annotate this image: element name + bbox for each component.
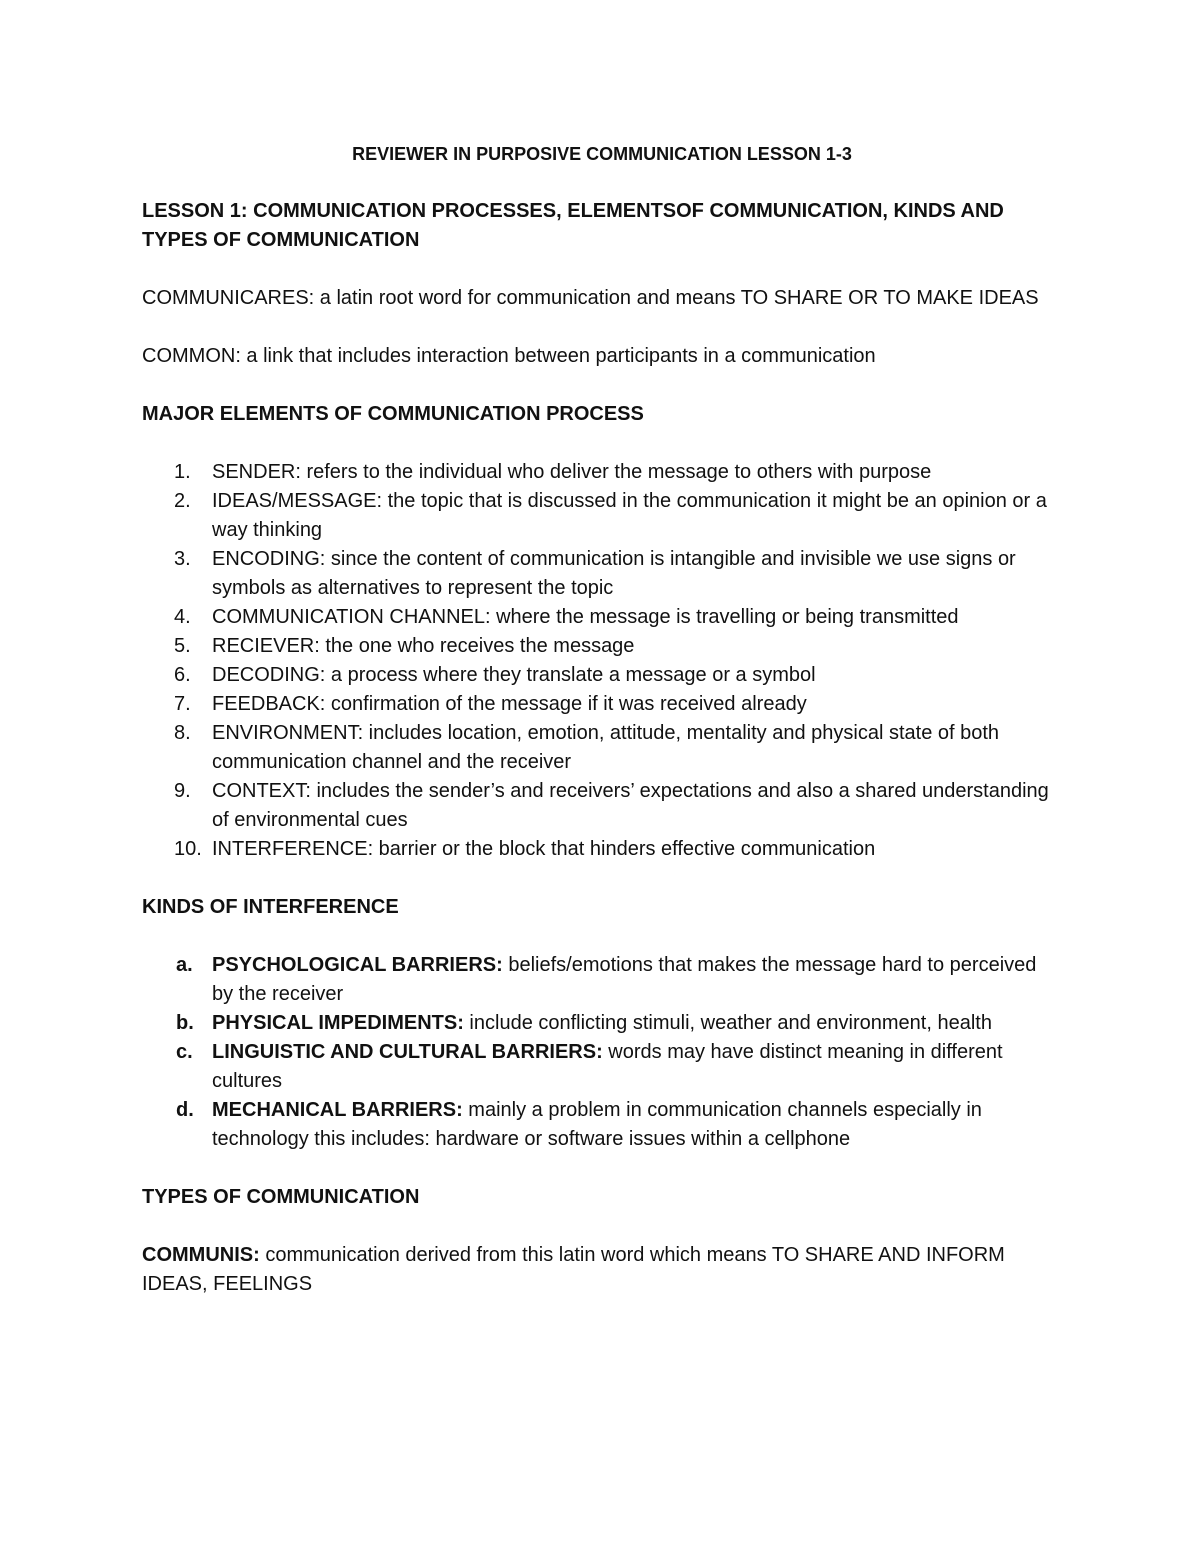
communis-term: COMMUNIS: bbox=[142, 1244, 260, 1266]
list-item bbox=[142, 690, 1062, 719]
major-elements-list bbox=[142, 458, 1062, 864]
list-item-text: SENDER: refers to the individual who deliver the message to others with purpose bbox=[212, 461, 932, 483]
list-number: 1. bbox=[174, 461, 191, 483]
list-item-text: FEEDBACK: confirmation of the message if it was received already bbox=[212, 693, 807, 715]
types-of-communication-heading: TYPES OF COMMUNICATION bbox=[142, 1186, 420, 1208]
list-item bbox=[142, 835, 1062, 864]
list-item bbox=[142, 777, 1062, 835]
major-elements-heading: MAJOR ELEMENTS OF COMMUNICATION PROCESS bbox=[142, 403, 644, 425]
list-item-text: ENCODING: since the content of communication is intangible and invisible we use signs or symbols as alternatives to represent the topic bbox=[212, 548, 1016, 599]
list-number: 7. bbox=[174, 693, 191, 715]
list-number: 3. bbox=[174, 548, 191, 570]
list-item-text: DECODING: a process where they translate a message or a symbol bbox=[212, 664, 816, 686]
list-item-text: INTERFERENCE: barrier or the block that hinders effective communication bbox=[212, 838, 876, 860]
list-item bbox=[142, 458, 1062, 487]
list-item bbox=[142, 632, 1062, 661]
list-item-text: CONTEXT: includes the sender’s and receivers’ expectations and also a shared understanding of environmental cues bbox=[212, 780, 1049, 831]
list-item-text: include conflicting stimuli, weather and environment, health bbox=[463, 1012, 992, 1034]
document-page bbox=[142, 140, 1062, 1328]
list-letter: c. bbox=[176, 1041, 193, 1063]
list-item bbox=[142, 603, 1062, 632]
communis-text: communication derived from this latin word which means TO SHARE AND INFORM IDEAS, FEELINGS bbox=[142, 1244, 1005, 1295]
list-letter: d. bbox=[176, 1099, 194, 1121]
list-letter: a. bbox=[176, 954, 193, 976]
list-item bbox=[142, 545, 1062, 603]
list-number: 5. bbox=[174, 635, 191, 657]
list-item bbox=[142, 719, 1062, 777]
common-definition: COMMON: a link that includes interaction between participants in a communication bbox=[142, 345, 876, 367]
list-number: 2. bbox=[174, 490, 191, 512]
kinds-of-interference-heading: KINDS OF INTERFERENCE bbox=[142, 896, 399, 918]
list-item bbox=[142, 1038, 1062, 1096]
list-number: 4. bbox=[174, 606, 191, 628]
list-item bbox=[142, 487, 1062, 545]
list-item-term: MECHANICAL BARRIERS: bbox=[212, 1099, 463, 1121]
list-item-text: beliefs/emotions that makes the message hard to perceived by the receiver bbox=[212, 954, 1037, 1005]
list-number: 9. bbox=[174, 780, 191, 802]
communis-definition bbox=[142, 1241, 1062, 1299]
list-number: 6. bbox=[174, 664, 191, 686]
list-item bbox=[142, 1009, 1062, 1038]
list-letter: b. bbox=[176, 1012, 194, 1034]
list-item-text: words may have distinct meaning in different cultures bbox=[212, 1041, 1003, 1092]
list-item bbox=[142, 1096, 1062, 1154]
list-item-text: ENVIRONMENT: includes location, emotion, attitude, mentality and physical state of both communication channel and the receiver bbox=[212, 722, 1000, 773]
list-item-term: LINGUISTIC AND CULTURAL BARRIERS: bbox=[212, 1041, 603, 1063]
list-item-text: mainly a problem in communication channels especially in technology this includes: hardware or software issues within a cellphone bbox=[212, 1099, 982, 1150]
kinds-of-interference-list bbox=[142, 951, 1062, 1154]
document-title: REVIEWER IN PURPOSIVE COMMUNICATION LESSON 1-3 bbox=[352, 144, 852, 164]
list-item-text: COMMUNICATION CHANNEL: where the message is travelling or being transmitted bbox=[212, 606, 959, 628]
list-number: 8. bbox=[174, 722, 191, 744]
list-item-term: PHYSICAL IMPEDIMENTS: bbox=[212, 1012, 464, 1034]
list-number: 10. bbox=[174, 838, 202, 860]
communicares-definition: COMMUNICARES: a latin root word for communication and means TO SHARE OR TO MAKE IDEAS bbox=[142, 287, 1039, 309]
list-item bbox=[142, 951, 1062, 1009]
list-item-term: PSYCHOLOGICAL BARRIERS: bbox=[212, 954, 503, 976]
list-item-text: IDEAS/MESSAGE: the topic that is discussed in the communication it might be an opinion or a way thinking bbox=[212, 490, 1047, 541]
lesson-1-heading: LESSON 1: COMMUNICATION PROCESSES, ELEMENTSOF COMMUNICATION, KINDS AND TYPES OF COMMUNICATION bbox=[142, 200, 1004, 251]
list-item-text: RECIEVER: the one who receives the message bbox=[212, 635, 635, 657]
list-item bbox=[142, 661, 1062, 690]
